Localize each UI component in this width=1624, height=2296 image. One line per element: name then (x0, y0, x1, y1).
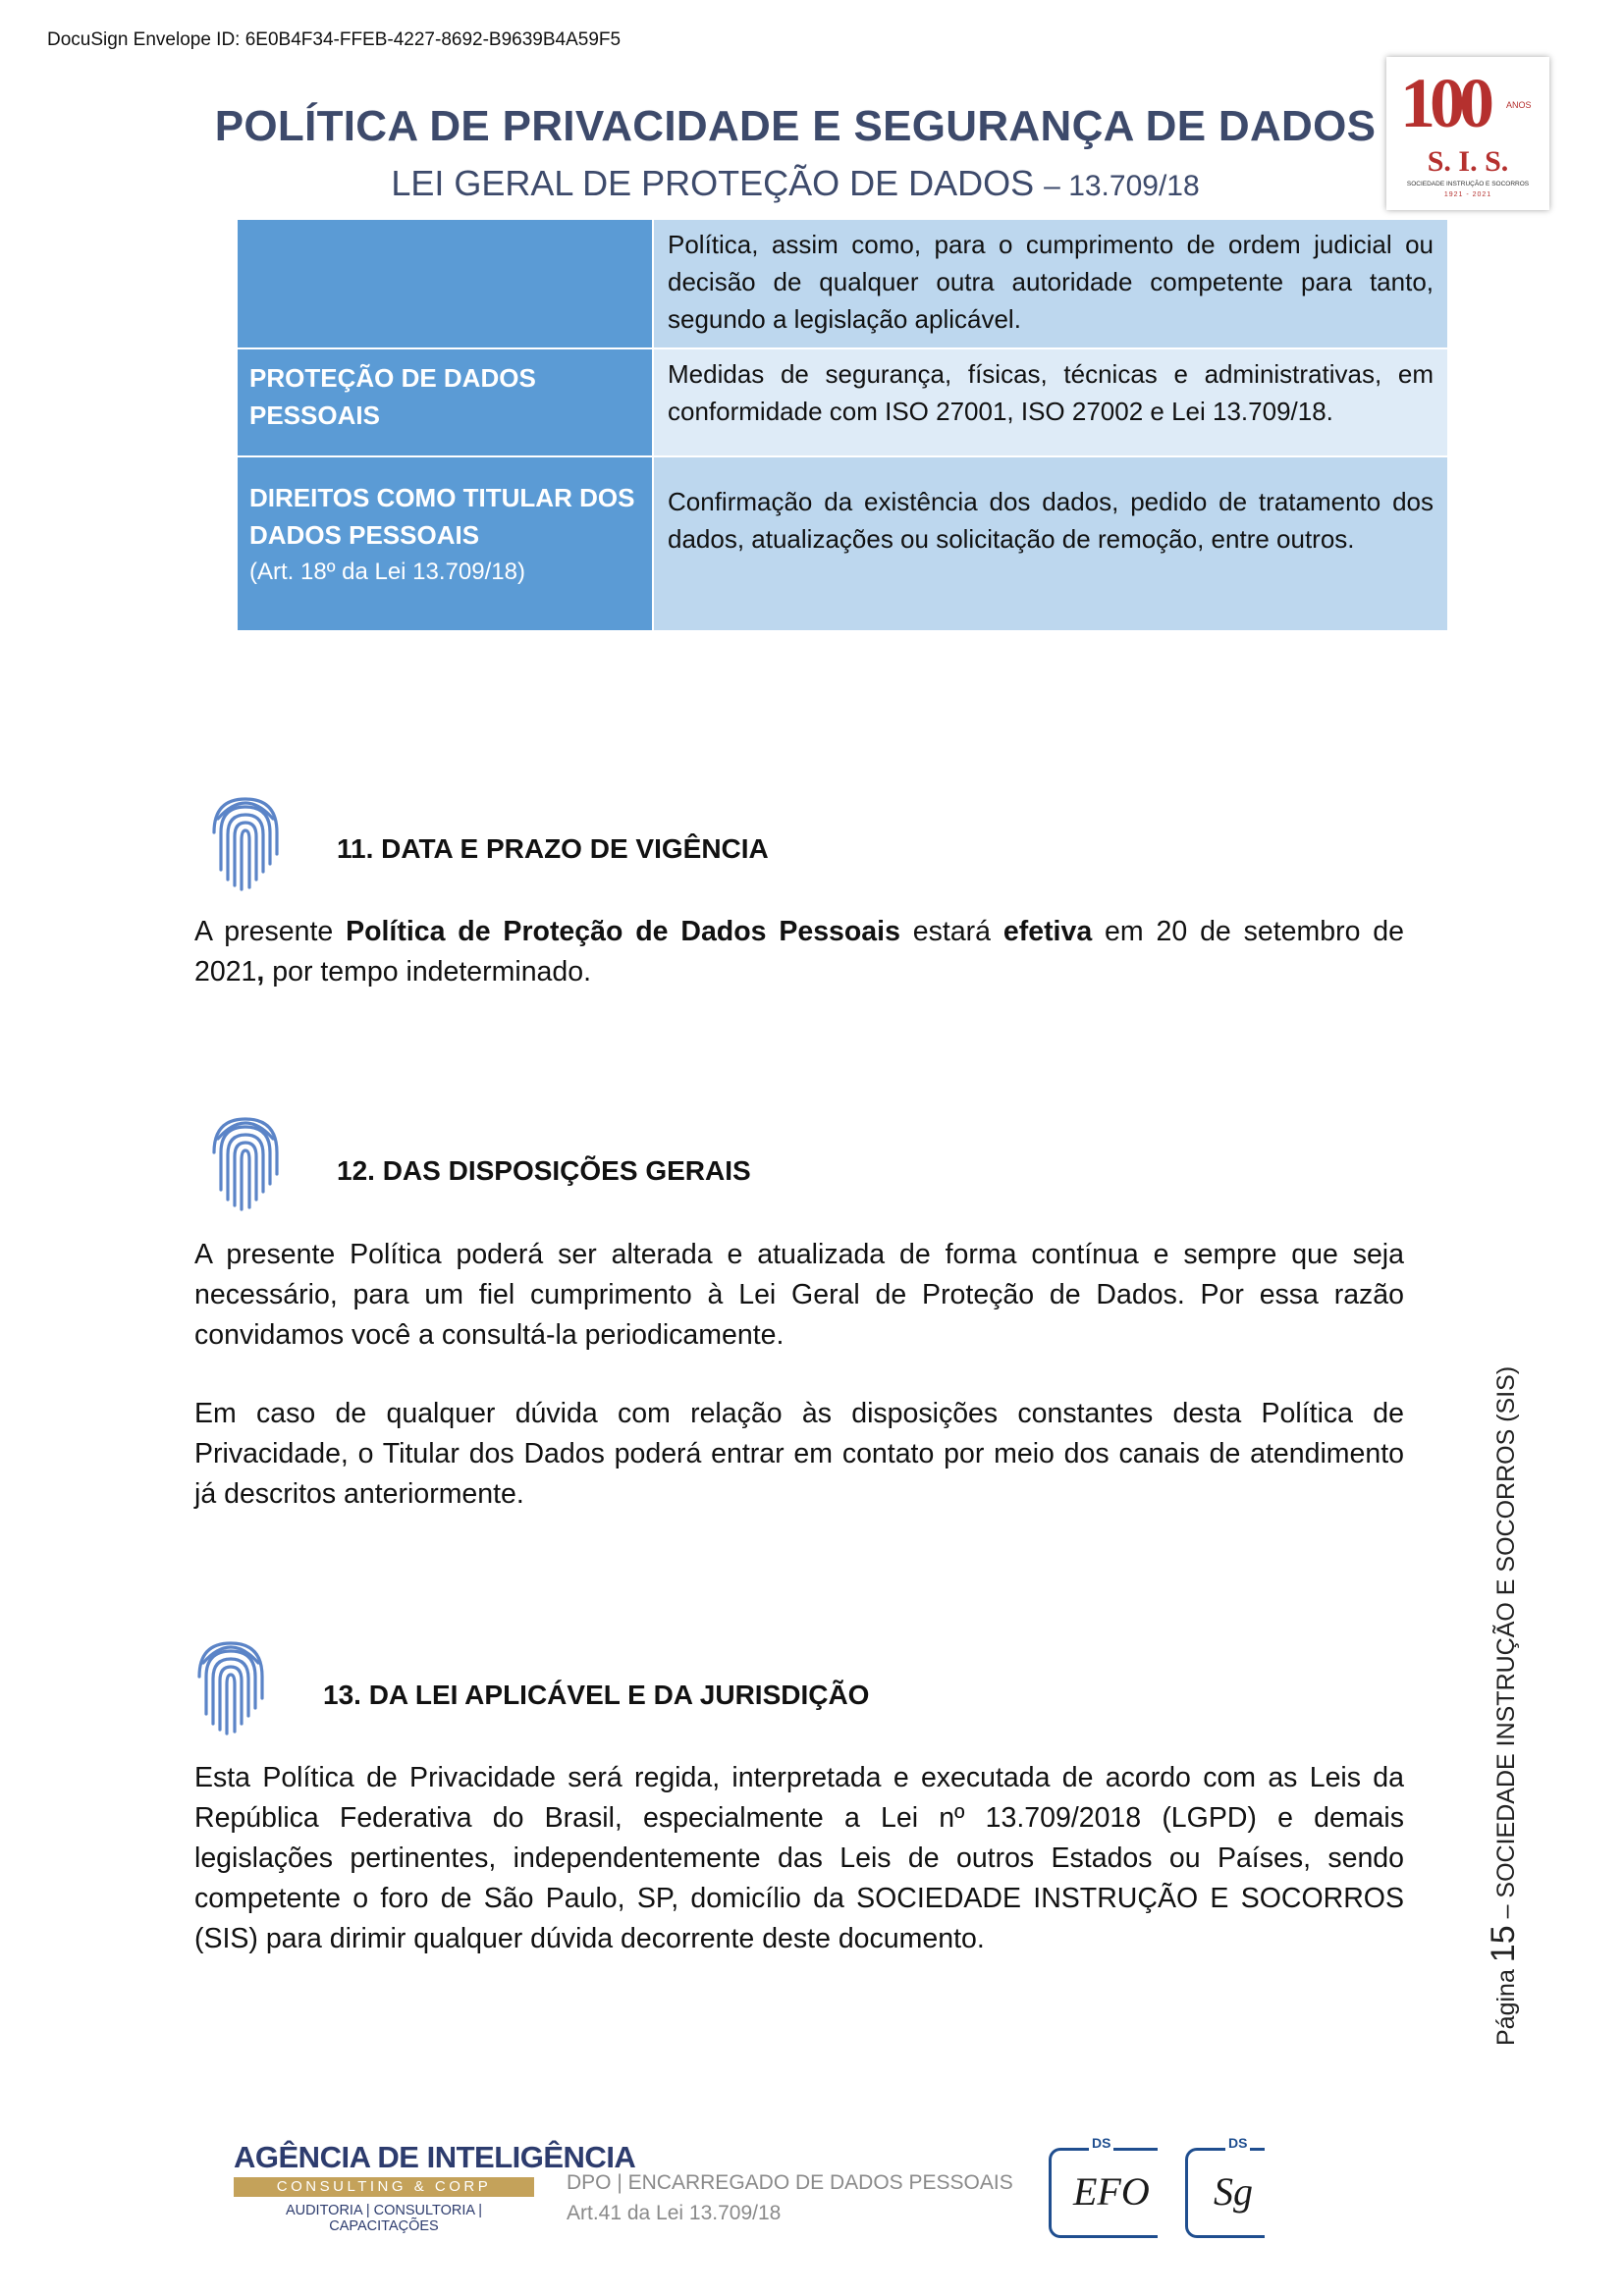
table-desc-cell: Política, assim como, para o cumprimento de ordem judicial ou decisão de qualquer outra autoridade competente para tanto, segundo a legislação aplicável. (653, 219, 1448, 348)
logo-full-name: SOCIEDADE INSTRUÇÃO E SOCORROS (1406, 181, 1530, 187)
table-row (237, 348, 1448, 456)
table-row (237, 456, 1448, 631)
fingerprint-icon (193, 1633, 268, 1739)
subtitle-law-number: – 13.709/18 (1044, 170, 1200, 202)
agency-name: AGÊNCIA DE INTELIGÊNCIA (234, 2140, 636, 2174)
text-run: estará (899, 916, 1003, 947)
docusign-envelope-id: DocuSign Envelope ID: 6E0B4F34-FFEB-4227-8692-B9639B4A59F5 (47, 29, 622, 50)
section-12-heading: 12. DAS DISPOSIÇÕES GERAIS (337, 1155, 751, 1186)
subtitle-text: LEI GERAL DE PROTEÇÃO DE DADOS (391, 163, 1035, 203)
agency-tagline: CONSULTING & CORP (234, 2177, 534, 2197)
table-desc-cell: Confirmação da existência dos dados, pedido de tratamento dos dados, atualizações ou solicitação de remoção, entre outros. (653, 456, 1448, 631)
side-separator: – (1492, 1897, 1520, 1926)
dpo-line-1: DPO | ENCARREGADO DE DADOS PESSOAIS (567, 2171, 1013, 2194)
signature-initials: EFO (1073, 2169, 1150, 2214)
section-12-paragraph-2: Em caso de qualquer dúvida com relação às disposições constantes desta Política de Privacidade, o Titular dos Dados poderá entrar em contato por meio dos canais de atendimento já descritos anteriormente. (194, 1398, 1404, 1510)
definitions-table (236, 218, 1449, 632)
dpo-line-2: Art.41 da Lei 13.709/18 (567, 2202, 782, 2224)
fingerprint-icon (208, 789, 283, 895)
document-subtitle (0, 163, 1591, 204)
table-desc-cell: Medidas de segurança, físicas, técnicas e administrativas, em conformidade com ISO 27001, ISO 27002 e Lei 13.709/18. (653, 348, 1448, 456)
docusign-initials-box (1185, 2135, 1265, 2238)
text-run: A presente (194, 916, 347, 947)
term-text: DIREITOS COMO TITULAR DOS DADOS PESSOAIS (249, 483, 635, 550)
dpo-footer-text (567, 2167, 1013, 2228)
side-prefix: Página (1492, 1962, 1520, 2046)
section-12-paragraph-1: A presente Política poderá ser alterada e atualizada de forma contínua e sempre que seja necessário, para um fiel cumprimento à Lei Geral de Proteção de Dados. Por essa razão convidamos você a consultá-la periodicamente. (194, 1239, 1404, 1351)
section-13-paragraph: Esta Política de Privacidade será regida, interpretada e executada de acordo com as Leis da República Federativa do Brasil, especialmente a Lei nº 13.709/2018 (LGPD) e demais legislações pertinentes, independentemente das Leis de outros Estados ou Países, sendo competente o foro de São Paulo, SP, domicílio da SOCIEDADE INSTRUÇÃO E SOCORROS (SIS) para dirimir qualquer dúvida decorrente deste documento. (194, 1762, 1404, 1954)
table-term-cell (237, 456, 653, 631)
logo-years: 1921 - 2021 (1443, 191, 1492, 198)
agency-services: AUDITORIA | CONSULTORIA | CAPACITAÇÕES (285, 2203, 483, 2234)
text-run: em 20 de setembro de 2021 (194, 916, 1404, 988)
table-row (237, 219, 1448, 348)
docusign-initials-box (1049, 2135, 1158, 2238)
ds-label: DS (1089, 2135, 1113, 2151)
side-organization: SOCIEDADE INSTRUÇÃO E SOCORROS (SIS) (1492, 1365, 1520, 1898)
text-run-bold: efetiva (1002, 916, 1093, 947)
text-run-bold: Política de Proteção de Dados Pessoais (346, 916, 900, 947)
section-11-heading: 11. DATA E PRAZO DE VIGÊNCIA (337, 833, 769, 864)
logo-anos: ANOS (1506, 100, 1532, 110)
document-title: POLÍTICA DE PRIVACIDADE E SEGURANÇA DE DADOS (214, 102, 1377, 150)
section-13-heading: 13. DA LEI APLICÁVEL E DA JURISDIÇÃO (323, 1680, 870, 1710)
logo-name: S. I. S. (1427, 145, 1509, 178)
text-run: por tempo indeterminado. (264, 956, 592, 988)
table-term-cell (237, 219, 653, 348)
sis-centenary-logo (1386, 57, 1549, 210)
signature-initials: Sg (1214, 2169, 1253, 2214)
logo-number: 100 (1400, 64, 1489, 142)
section-11-paragraph (194, 912, 1404, 992)
agency-logo (234, 2140, 636, 2234)
page-number: 15 (1485, 1925, 1522, 1963)
term-reference: (Art. 18º da Lei 13.709/18) (249, 559, 525, 585)
ds-label: DS (1225, 2135, 1250, 2151)
side-page-note (1482, 1339, 1525, 2046)
fingerprint-icon (208, 1109, 283, 1215)
table-term-cell: PROTEÇÃO DE DADOS PESSOAIS (237, 348, 653, 456)
text-run-bold: , (256, 956, 265, 988)
